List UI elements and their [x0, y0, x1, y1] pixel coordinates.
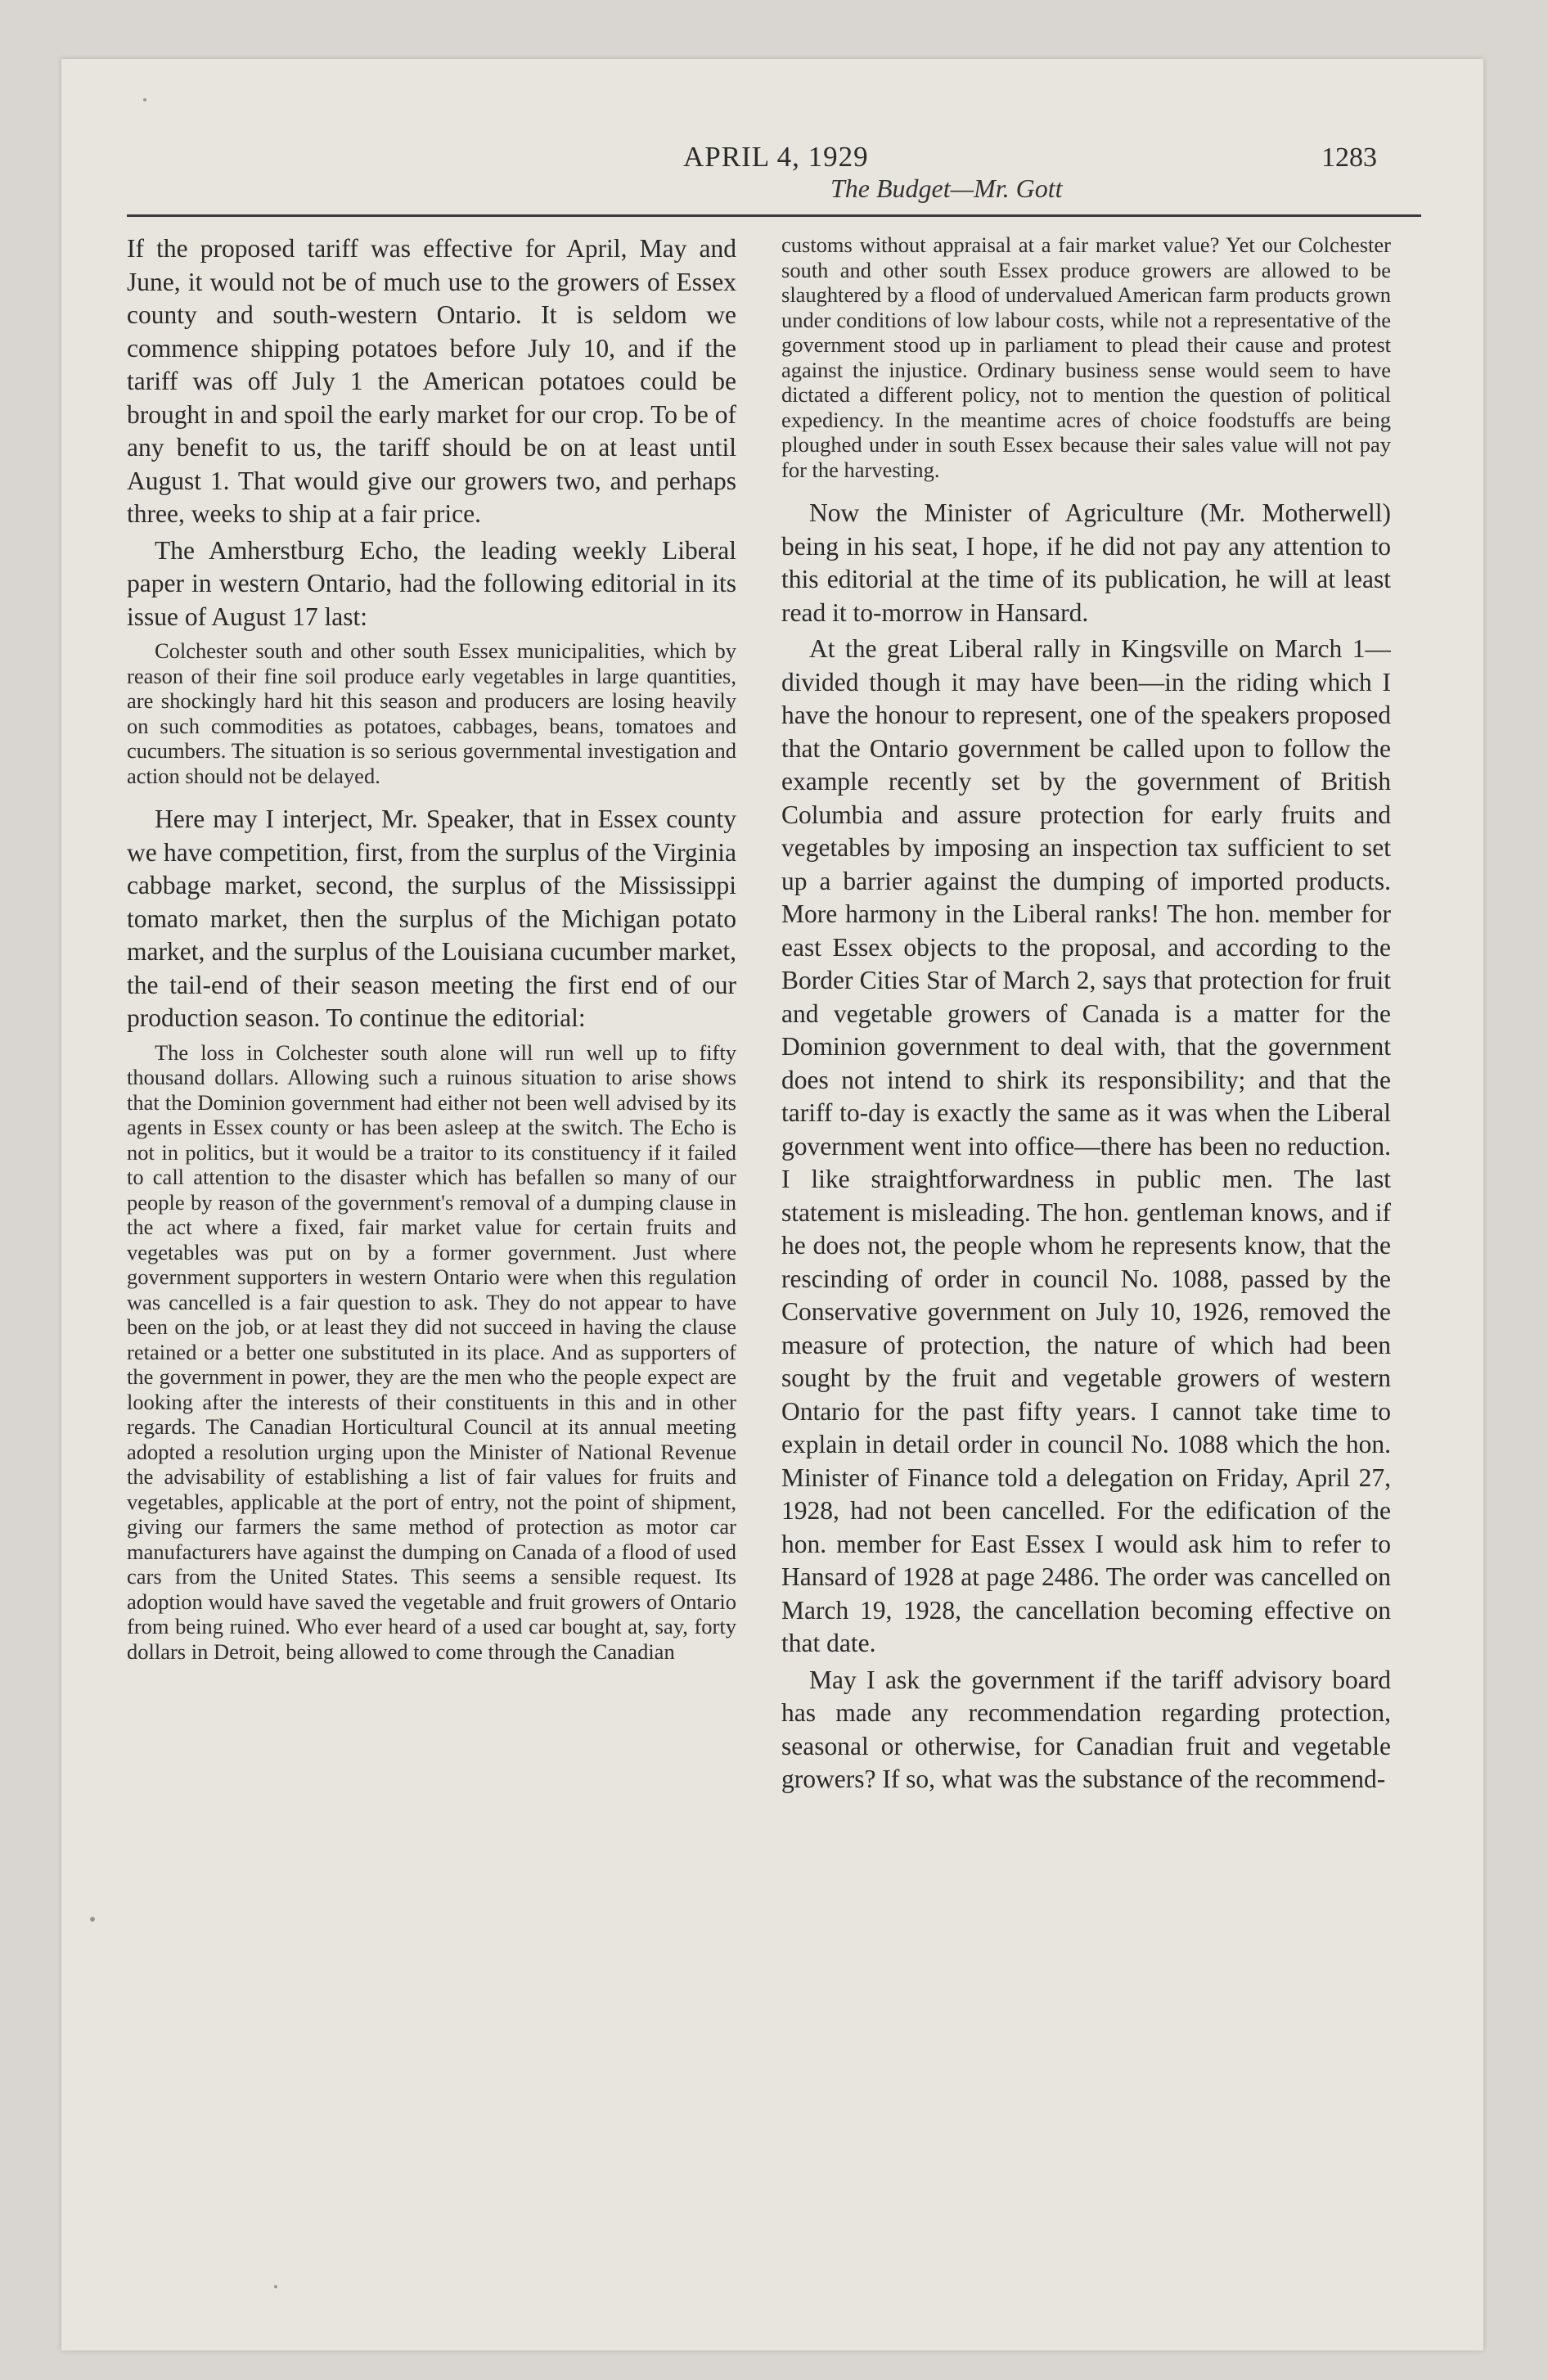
paragraph: The Amherstburg Echo, the leading weekly Liberal paper in western Ontario, had the following editorial in its issue of August 17 last:	[127, 535, 736, 631]
left-column	[127, 232, 736, 2303]
paragraph: May I ask the government if the tariff advisory board has made any recommendation regarding protection, seasonal or otherwise, for Canadian fruit and vegetable growers? If so, what was the substance of the recommend-	[781, 1665, 1391, 1793]
scan-speck	[143, 98, 146, 101]
scan-speck	[90, 1917, 95, 1922]
header-title: The Budget—Mr. Gott	[830, 174, 1063, 203]
paragraph: Here may I interject, Mr. Speaker, that in Essex county we have competition, first, from the surplus of the Virginia cabbage market, second, the surplus of the Mississippi tomato market, then the surplus of the Michigan potato market, and the surplus of the Louisiana cucumber market, the tail-end of their season meeting the first end of our production season. To continue the editorial:	[127, 805, 736, 1032]
quoted-editorial: The loss in Colchester south alone will run well up to fifty thousand dollars. Allowing such a ruinous situation to arise shows that the Dominion government had either not been well advised by its agents in Essex county or has been asleep at the switch. The Echo is not in politics, but it would be a traitor to its constituency if it failed to call attention to the disaster which has befallen so many of our people by reason of the government's removal of a dumping clause in the act where a fixed, fair market value for certain fruits and vegetables was put on by a former government. Just where government supporters in western Ontario were when this regulation was cancelled is a fair question to ask. They do not appear to have been on the job, or at least they did not succeed in having the clause retained or a better one substituted in its place. And as supporters of the government in power, they are the men who the people expect are looking after the interests of their constituents in this and in other regards. The Canadian Horticultural Council at its annual meeting adopted a resolution urging upon the Minister of National Revenue the advisability of establishing a list of fair values for fruits and vegetables, applicable at the port of entry, not the point of shipment, giving our farmers the same method of protection as motor car manufacturers have against the dumping on Canada of a flood of used cars from the United States. This seems a sensible request. Its adoption would have saved the vegetable and fruit growers of Ontario from being ruined. Who ever heard of a used car bought at, say, forty dollars in Detroit, being allowed to come through the Canadian	[127, 1039, 736, 1664]
paragraph: Now the Minister of Agriculture (Mr. Motherwell) being in his seat, I hope, if he did not pay any attention to this editorial at the time of its publication, he will at least read it to-morrow in Hansard.	[781, 498, 1391, 627]
page-header	[61, 59, 1483, 223]
scan-speck	[274, 2285, 277, 2288]
hansard-page	[61, 59, 1483, 2351]
right-column	[781, 232, 1391, 2303]
paragraph: If the proposed tariff was effective for April, May and June, it would not be of much use to the growers of Essex county and south-western Ontario. It is seldom we commence shipping potatoes before July 10, and if the tariff was off July 1 the American potatoes could be brought in and spoil the early market for our crop. To be of any benefit to us, the tariff should be on at least until August 1. That would give our growers two, and perhaps three, weeks to ship at a fair price.	[127, 234, 736, 528]
page-number: 1283	[1321, 142, 1377, 173]
paragraph: At the great Liberal rally in Kingsville on March 1—divided though it may have been—in the riding which I have the honour to represent, one of the speakers proposed that the Ontario government be called upon to follow the example recently set by the government of British Columbia and assure protection for early fruits and vegetables by imposing an inspection tax sufficient to set up a barrier against the dumping of imported products. More harmony in the Liberal ranks! The hon. member for east Essex objects to the proposal, and according to the Border Cities Star of March 2, says that protection for fruit and vegetable growers of Canada is a matter for the Dominion government to deal with, that the government does not intend to shirk its responsibility; and that the tariff to-day is exactly the same as it was when the Liberal government went into office—there has been no reduction. I like straightforwardness in public men. The last statement is misleading. The hon. gentleman knows, and if he does not, the people whom he represents know, that the rescinding of order in council No. 1088, passed by the Conservative government on July 10, 1926, removed the measure of protection, the nature of which had been sought by the fruit and vegetable growers of western Ontario for the past fifty years. I cannot take time to explain in detail order in council No. 1088 which the hon. Minister of Finance told a delegation on Friday, April 27, 1928, had not been cancelled. For the edification of the hon. member for East Essex I would ask him to refer to Hansard of 1928 at page 2486. The order was cancelled on March 19, 1928, the cancellation becoming effective on that date.	[781, 634, 1391, 1657]
quoted-editorial: Colchester south and other south Essex municipalities, which by reason of their fine soil produce early vegetables in large quantities, are shockingly hard hit this season and producers are losing heavily on such commodities as potatoes, cabbages, beans, tomatoes and cucumbers. The situation is so serious governmental investigation and action should not be delayed.	[127, 638, 736, 788]
quoted-editorial-continued: customs without appraisal at a fair market value? Yet our Colchester south and other south Essex produce growers are allowed to be slaughtered by a flood of undervalued American farm products grown under conditions of low labour costs, while not a representative of the government stood up in parliament to plead their cause and protest against the injustice. Ordinary business sense would seem to have dictated a different policy, not to mention the question of political expediency. In the meantime acres of choice foodstuffs are being ploughed under in south Essex because their sales value will not pay for the harvesting.	[781, 232, 1391, 482]
header-rule	[127, 214, 1421, 217]
header-date: APRIL 4, 1929	[683, 141, 869, 173]
